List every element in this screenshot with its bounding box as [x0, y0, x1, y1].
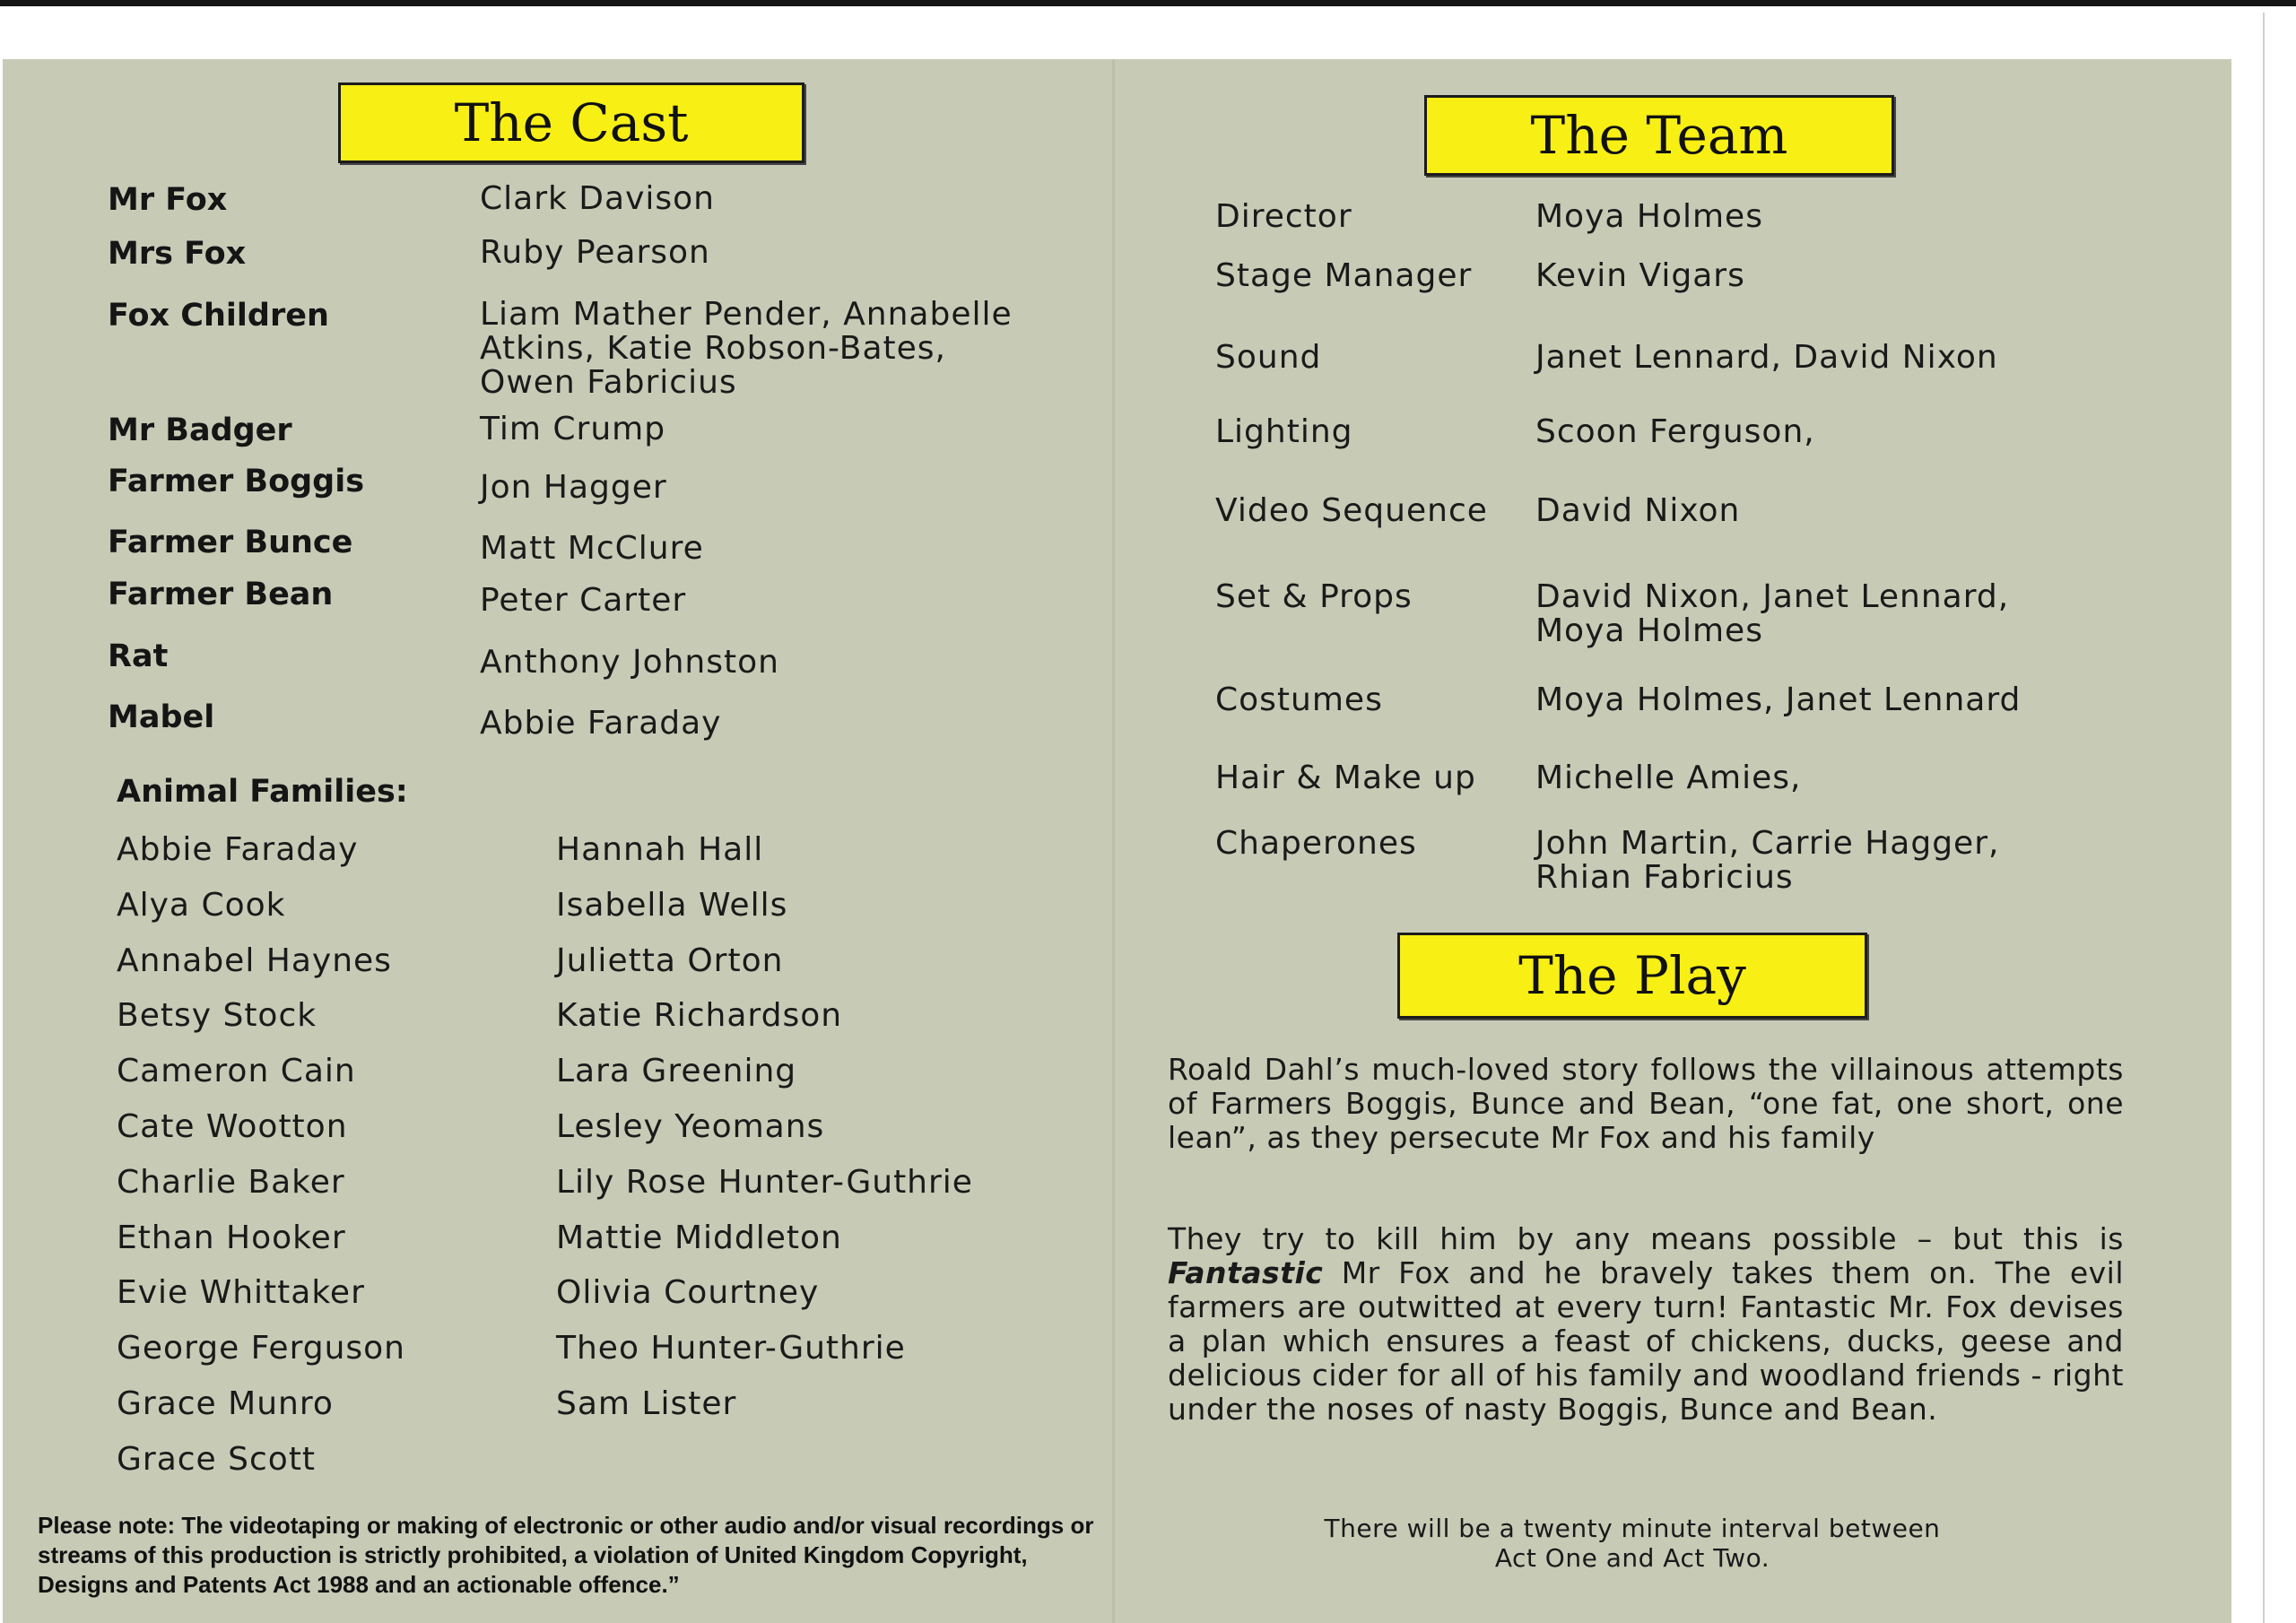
cast-role: Mabel — [108, 699, 215, 735]
animal-family-member: Cameron Cain — [117, 1053, 356, 1090]
cast-role: Farmer Boggis — [108, 464, 365, 499]
animal-family-member: Alya Cook — [117, 886, 286, 924]
team-role: Chaperones — [1215, 825, 1417, 862]
team-member-name: Moya Holmes, Janet Lennard — [1535, 681, 2022, 718]
animal-family-member: Lesley Yeomans — [556, 1108, 825, 1145]
cast-role: Farmer Bean — [108, 577, 334, 612]
animal-family-member: Olivia Courtney — [556, 1274, 820, 1312]
animal-family-member: Charlie Baker — [117, 1163, 345, 1201]
team-member-name: Michelle Amies, — [1535, 759, 1802, 796]
synopsis-text-end: Mr Fox and he bravely takes them on. The evil farmers are outwitted at every turn! Fantastic Mr. Fox devises a plan which ensures a feast of chickens, ducks, geese and delicious cider for all of his family and woodland friends - right under the noses of nasty Boggis, Bunce and Bean. — [1168, 1255, 2124, 1427]
team-role: Sound — [1215, 339, 1322, 376]
cast-role: Farmer Bunce — [108, 525, 353, 560]
animal-family-member: Hannah Hall — [556, 831, 764, 868]
animal-family-member: Betsy Stock — [117, 997, 317, 1035]
cast-actor: Matt McClure — [480, 530, 704, 567]
cast-actor: Clark Davison — [480, 180, 715, 217]
synopsis-text-start: They try to kill him by any means possible – but this is — [1168, 1221, 2124, 1256]
animal-family-member: George Ferguson — [117, 1330, 406, 1367]
cast-role: Rat — [108, 638, 169, 674]
animal-family-member: Julietta Orton — [556, 942, 784, 979]
fantastic-emphasis: Fantastic — [1168, 1255, 1324, 1290]
cast-actor: Liam Mather Pender, Annabelle Atkins, Katie Robson-Bates, Owen Fabricius — [480, 296, 1013, 401]
animal-family-member: Grace Scott — [117, 1440, 317, 1478]
cast-actor: Jon Hagger — [480, 469, 667, 506]
cast-actor: Abbie Faraday — [480, 705, 722, 742]
animal-family-member: Cate Wootton — [117, 1108, 348, 1145]
play-synopsis-paragraph-2 — [1168, 1222, 2124, 1427]
animal-family-member: Theo Hunter-Guthrie — [556, 1330, 906, 1367]
cast-role: Mrs Fox — [108, 236, 247, 272]
top-border-line — [0, 0, 2296, 6]
cast-role: Fox Children — [108, 298, 329, 334]
cast-actor: Ruby Pearson — [480, 234, 710, 271]
cast-role: Mr Fox — [108, 182, 228, 218]
interval-note-line-2: Act One and Act Two. — [1494, 1543, 1770, 1573]
team-role: Lighting — [1215, 413, 1353, 450]
cast-heading-banner: The Cast — [338, 82, 804, 163]
animal-family-member: Evie Whittaker — [117, 1274, 365, 1312]
cast-actor: Anthony Johnston — [480, 644, 779, 681]
play-synopsis-paragraph-1: Roald Dahl’s much-loved story follows the villainous attempts of Farmers Boggis, Bunce and Bean, “one fat, one short, one lean”, as they persecute Mr Fox and his family — [1168, 1052, 2124, 1155]
team-role: Costumes — [1215, 681, 1383, 718]
cast-actor: Tim Crump — [480, 411, 666, 447]
animal-families-heading: Animal Families: — [117, 774, 408, 810]
scan-edge-line — [2263, 13, 2265, 1623]
team-member-name: Moya Holmes — [1535, 198, 1763, 235]
recording-prohibition-note: Please note: The videotaping or making of electronic or other audio and/or visual recordings or streams of this production is strictly prohibited, a violation of United Kingdom Copyright, Designs and Patents Act 1988 and an actionable offence.” — [38, 1512, 1094, 1598]
team-role: Stage Manager — [1215, 257, 1473, 294]
play-heading-banner: The Play — [1397, 933, 1867, 1019]
cast-role: Mr Badger — [108, 412, 292, 448]
animal-family-member: Mattie Middleton — [556, 1219, 842, 1256]
animal-family-member: Ethan Hooker — [117, 1219, 346, 1256]
team-member-name: Scoon Ferguson, — [1535, 413, 1815, 450]
animal-family-member: Annabel Haynes — [117, 942, 392, 979]
cast-actor: Peter Carter — [480, 582, 687, 619]
animal-family-member: Lily Rose Hunter-Guthrie — [556, 1163, 973, 1201]
interval-note — [1247, 1514, 2018, 1573]
animal-family-member: Sam Lister — [556, 1385, 737, 1422]
team-member-name: Kevin Vigars — [1535, 257, 1745, 294]
scan-margin — [2233, 13, 2296, 1623]
team-role: Director — [1215, 198, 1352, 235]
team-member-name: David Nixon, Janet Lennard, Moya Holmes — [1535, 578, 2010, 649]
animal-family-member: Lara Greening — [556, 1053, 797, 1090]
team-member-name: David Nixon — [1535, 492, 1741, 529]
animal-family-member: Grace Munro — [117, 1385, 334, 1422]
animal-family-member: Katie Richardson — [556, 997, 843, 1035]
team-member-name: Janet Lennard, David Nixon — [1535, 339, 1998, 376]
team-heading-banner: The Team — [1424, 95, 1894, 176]
team-member-name: John Martin, Carrie Hagger, Rhian Fabricius — [1535, 825, 2000, 896]
team-role: Hair & Make up — [1215, 759, 1476, 796]
animal-family-member: Isabella Wells — [556, 886, 788, 924]
team-role: Set & Props — [1215, 578, 1413, 615]
team-role: Video Sequence — [1215, 492, 1488, 529]
interval-note-line-1: There will be a twenty minute interval between — [1324, 1514, 1941, 1543]
page-fold — [1112, 59, 1115, 1623]
animal-family-member: Abbie Faraday — [117, 831, 359, 868]
